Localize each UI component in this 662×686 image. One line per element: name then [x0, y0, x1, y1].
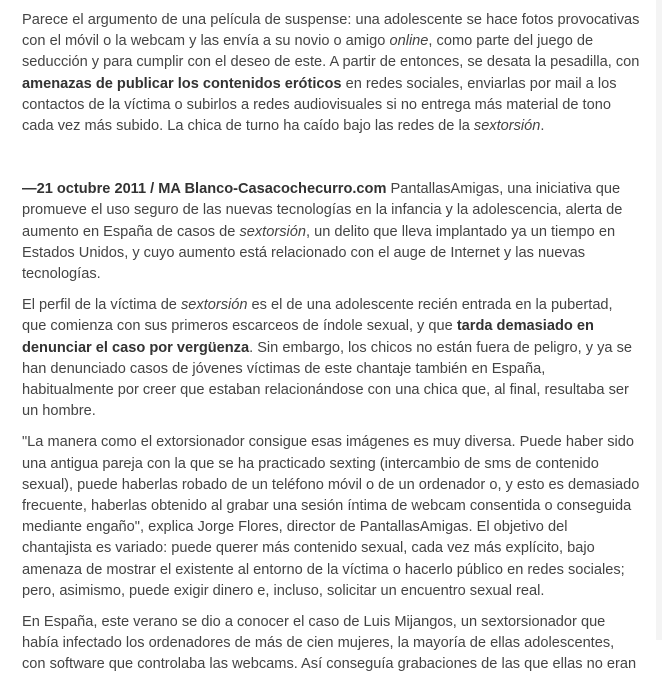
text: .: [540, 118, 545, 135]
text: es el de una adolescente recién entrada en la pubertad, que comienza con sus primeros escarceos de índole sexual, y que: [22, 297, 613, 335]
article-body: [22, 10, 640, 686]
bold-threats: amenazas de publicar los contenidos eróticos: [22, 75, 342, 92]
emphasis-sextorsion: sextorsión: [180, 297, 248, 314]
text: , un delito que lleva implantado ya un tiempo en Estados Unidos, y cuyo aumento está relacionado con el auge de Internet y las nuevas tecnologías.: [22, 223, 616, 283]
paragraph-spain-case: En España, este verano se dio a conocer el caso de Luis Mijangos, un sextorsionador que había infectado los ordenadores de más de cien mujeres, la mayoría de ellas adolescentes, con software que controlaba las webcams. Así conseguía grabaciones de las que ellas no eran: [22, 614, 637, 673]
bold-shame: tarda demasiado en denunciar el caso por vergüenza: [22, 318, 594, 356]
text: . Sin embargo, los chicos no están fuera de peligro, y ya se han denunciado casos de jóvenes víctimas de este chantaje también en España, habitualmente por creer que estaban relacionándose con una chica que, al final, resultaba ser un hombre.: [22, 339, 632, 420]
dateline: —21 octubre 2011 / MA Blanco-Casacochecurro.com: [22, 181, 387, 198]
text: PantallasAmigas, una iniciativa que promueve el uso seguro de las nuevas tecnologías en la infancia y la adolescencia, alerta de aumento en España de casos de: [22, 181, 623, 240]
emphasis-sextorsion: sextorsión: [239, 223, 306, 240]
paragraph-victim-profile: [22, 295, 640, 422]
scrollbar-track[interactable]: [656, 0, 662, 640]
text: Parece el argumento de una película de suspense: una adolescente se hace fotos provocativas con el móvil o la webcam y las envía a su novio o amigo: [22, 12, 640, 50]
text: El perfil de la víctima de: [22, 297, 181, 314]
paragraph-intro: [22, 10, 640, 137]
emphasis-sextorsion: sextorsión: [473, 118, 541, 135]
text: , como parte del juego de seducción y para cumplir con el deseo de este. A partir de entonces, se desata la pesadilla, con: [22, 33, 640, 71]
text: en redes sociales, enviarlas por mail a los contactos de la víctima o subirlos a redes audiovisuales si no entrega más material de tono cada vez más subido. La chica de turno ha caído bajo las redes de la: [22, 75, 617, 135]
paragraph-dateline: [22, 179, 640, 285]
emphasis-online: online: [389, 33, 429, 50]
paragraph-quote: "La manera como el extorsionador consigue esas imágenes es muy diversa. Puede haber sido una antigua pareja con la que se ha practicado sexting (intercambio de sms de contenido sexual), puede haberlas robado de un teléfono móvil o de un ordenador o, y esto es demasiado frecuente, haberlas obtenido al grabar una sesión íntima de webcam consentida o conseguida mediante engaño", explica Jorge Flores, director de PantallasAmigas. El objetivo del chantajista es variado: puede querer más contenido sexual, cada vez más explícito, bajo amenaza de mostrar el existente al entorno de la víctima o hacerlo público en redes sociales; pero, asimismo, puede exigir dinero e, incluso, solicitar un encuentro sexual real.: [22, 434, 640, 599]
